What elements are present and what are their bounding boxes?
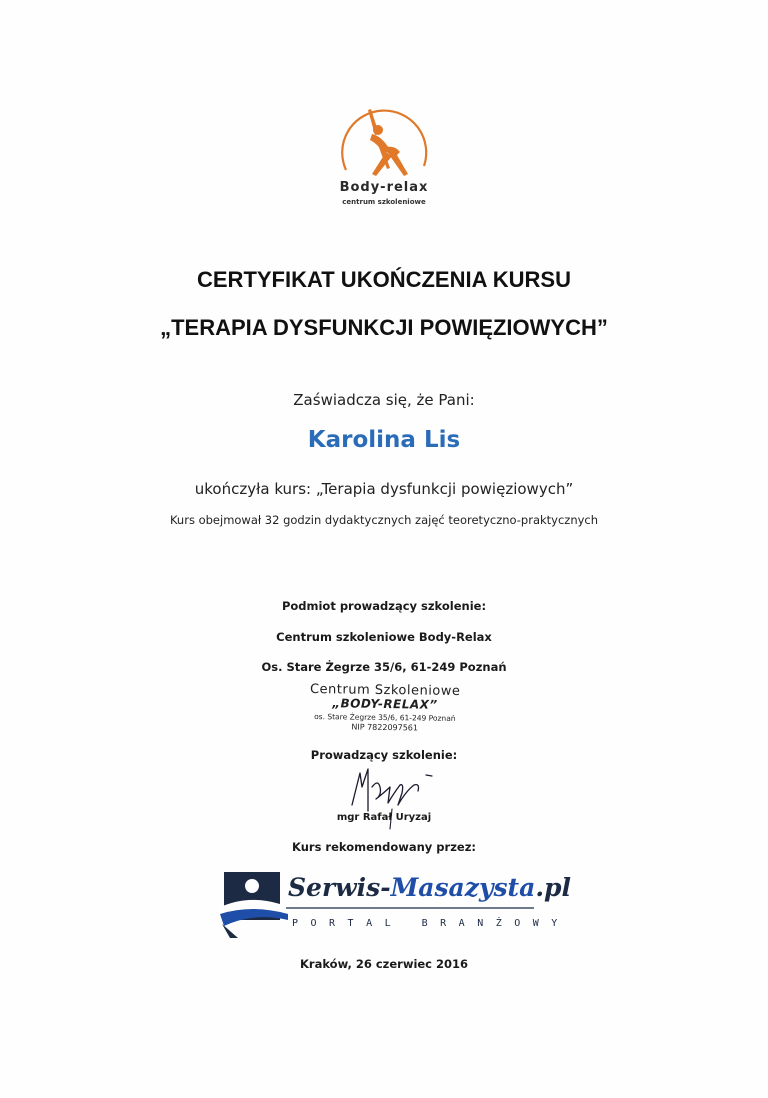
certificate-title: CERTYFIKAT UKOŃCZENIA KURSU <box>197 267 571 292</box>
completion-text: ukończyła kurs: „Terapia dysfunkcji powięziowych” <box>194 480 574 498</box>
portal-name-part-1: Serwis- <box>288 873 391 902</box>
place-and-date: Kraków, 26 czerwiec 2016 <box>299 957 469 971</box>
portal-name-part-3: .pl <box>535 873 571 902</box>
stamp-line-2: „BODY-RELAX” <box>332 696 438 712</box>
trainer-name: mgr Rafał Uryzaj <box>336 812 432 823</box>
stamp-line-4: NIP 7822097561 <box>351 722 419 733</box>
recommendation-label: Kurs rekomendowany przez: <box>292 840 476 854</box>
yoga-figure-icon <box>368 109 408 176</box>
stamp-line-3: os. Stare Żegrze 35/6, 61-249 Poznań <box>314 712 456 723</box>
stamp-line-1: Centrum Szkoleniowe <box>309 681 461 700</box>
organizer-address: Os. Stare Żegrze 35/6, 61-249 Poznań <box>261 660 507 674</box>
course-hours-text: Kurs obejmował 32 godzin dydaktycznych zajęć teoretyczno-praktycznych <box>169 513 599 527</box>
recipient-name: Karolina Lis <box>307 427 461 453</box>
brand-subtitle: centrum szkoleniowe <box>342 198 426 206</box>
svg-text:Serwis-Masazysta.pl <box>288 873 571 902</box>
intro-text: Zaświadcza się, że Pani: <box>293 391 475 409</box>
serwis-masazysta-logo <box>218 864 571 938</box>
portal-emblem-icon <box>218 872 288 938</box>
organizer-name: Centrum szkoleniowe Body-Relax <box>276 630 492 644</box>
company-stamp <box>280 682 491 734</box>
portal-name-part-2: Masazysta <box>390 873 536 902</box>
brand-name: Body-relax <box>339 180 429 195</box>
course-title: „TERAPIA DYSFUNKCJI POWIĘZIOWYCH” <box>160 315 608 340</box>
organizer-label: Podmiot prowadzący szkolenie: <box>281 599 487 613</box>
trainer-label: Prowadzący szkolenie: <box>310 748 458 762</box>
portal-tagline: PORTAL BRANŻOWY <box>292 918 570 929</box>
